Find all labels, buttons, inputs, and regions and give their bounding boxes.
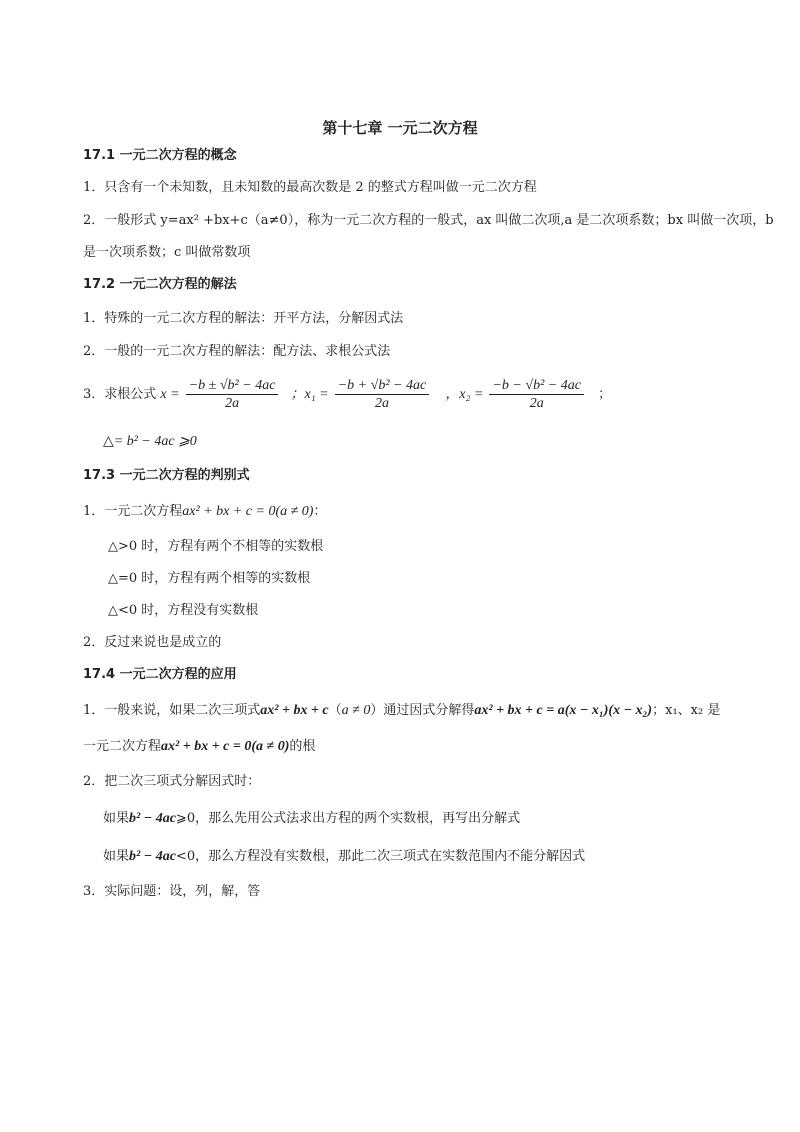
- paragraph-17-4-1: [83, 702, 720, 720]
- trinomial: ax² + bx + c: [260, 703, 329, 718]
- root-formula-lhs: x =: [160, 387, 180, 402]
- paragraph-17-1-1: 1．只含有一个未知数，且未知数的最高次数是 2 的整式方程叫做一元二次方程: [83, 180, 537, 195]
- paragraph-17-4-1-line2: [83, 738, 315, 756]
- section-heading-17-2: 17.2 一元二次方程的解法: [83, 277, 237, 292]
- paragraph-17-2-2: 2．一般的一元二次方程的解法：配方法、求根公式法: [83, 344, 391, 359]
- case-a-discriminant: b² − 4ac: [129, 811, 176, 826]
- section-heading-17-3: 17.3 一元二次方程的判别式: [83, 468, 250, 483]
- paragraph-17-4-3: 3．实际问题：设，列，解，答: [83, 884, 261, 899]
- discriminant-definition: △= b² − 4ac ⩾0: [103, 434, 197, 449]
- case-negative-discriminant: △<0 时，方程没有实数根: [108, 603, 259, 618]
- root-formula-label: 3．求根公式: [83, 387, 157, 402]
- paragraph-17-3-1-tail: ：: [313, 504, 327, 519]
- paragraph-17-4-2: 2．把二次三项式分解因式时：: [83, 774, 261, 789]
- x1-fraction: [335, 377, 429, 412]
- case-a-pre: 如果: [103, 811, 130, 826]
- chapter-title: 第十七章 一元二次方程: [322, 119, 478, 137]
- x2-numerator: −b − √b² − 4ac: [489, 377, 583, 395]
- section-heading-17-1: 17.1 一元二次方程的概念: [83, 148, 237, 163]
- paragraph-17-3-2: 2．反过来说也是成立的: [83, 635, 222, 650]
- paragraph-17-3-1: [83, 503, 327, 521]
- case-a-post: ⩾0，那么先用公式法求出方程的两个实数根，再写出分解式: [175, 811, 521, 826]
- equation-root-statement: ax² + bx + c = 0(a ≠ 0): [161, 739, 290, 754]
- p1-line2-text-a: 一元二次方程: [83, 739, 162, 754]
- factor-case-nonnegative: [103, 810, 520, 828]
- x2-fraction: [489, 377, 583, 412]
- x2-denominator: 2a: [529, 396, 544, 411]
- root-formula-fraction: [186, 377, 279, 412]
- formula-tail: ；: [598, 387, 612, 402]
- case-zero-discriminant: △=0 时，方程有两个相等的实数根: [108, 571, 311, 586]
- paragraph-17-3-1-label: 1．一元二次方程: [83, 504, 183, 519]
- p1-text-c: ）通过因式分解得: [370, 703, 475, 718]
- case-b-discriminant: b² − 4ac: [129, 849, 176, 864]
- case-b-pre: 如果: [103, 849, 130, 864]
- case-positive-discriminant: △>0 时，方程有两个不相等的实数根: [108, 539, 324, 554]
- paragraph-17-1-2b: 是一次项系数；c 叫做常数项: [83, 245, 251, 260]
- x1-denominator: 2a: [374, 396, 389, 411]
- case-b-post: <0，那么方程没有实数根，那此二次三项式在实数范围内不能分解因式: [175, 849, 586, 864]
- paragraph-17-2-1: 1．特殊的一元二次方程的解法：开平方法，分解因式法: [83, 311, 404, 326]
- p1-text-a: 1．一般来说，如果二次三项式: [83, 703, 261, 718]
- factor-case-negative: [103, 848, 585, 866]
- root-formula-numerator: −b ± √b² − 4ac: [186, 377, 279, 395]
- x1-lhs: ；x₁ =: [290, 387, 329, 402]
- x2-lhs: ，x₂ =: [445, 387, 484, 402]
- p1-text-d: ；x₁、x₂ 是: [652, 703, 721, 718]
- p1-line2-text-b: 的根: [289, 739, 316, 754]
- root-formula-denominator: 2a: [225, 396, 240, 411]
- p1-text-b: （: [328, 703, 342, 718]
- nonzero-condition: a ≠ 0: [341, 703, 371, 718]
- root-formula-line: [83, 377, 611, 413]
- section-heading-17-4: 17.4 一元二次方程的应用: [83, 667, 237, 682]
- x1-numerator: −b + √b² − 4ac: [335, 377, 429, 395]
- general-equation: ax² + bx + c = 0(a ≠ 0): [182, 504, 314, 519]
- factored-form: ax² + bx + c = a(x − x₁)(x − x₂): [474, 703, 653, 718]
- paragraph-17-1-2a: 2．一般形式 y=ax² +bx+c（a≠0），称为一元二次方程的一般式，ax 叫做二次项,a 是二次项系数；bx 叫做一次项，b: [83, 213, 774, 228]
